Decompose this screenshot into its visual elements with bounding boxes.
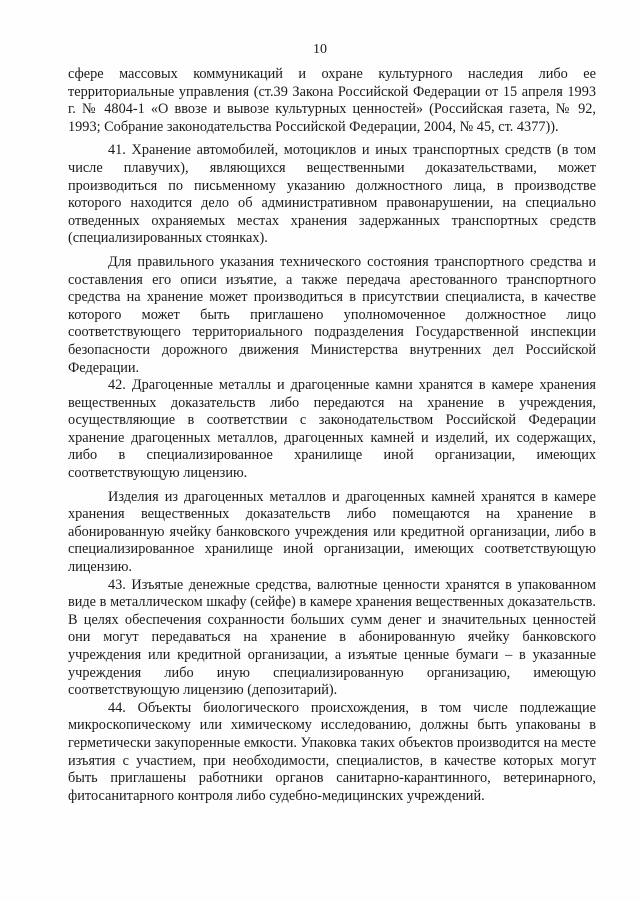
paragraph-precious-items: Изделия из драгоценных металлов и драгоценных камней хранятся в камере хранения вещественных доказательств либо помещаются на хранение в абонированную ячейку банковского учреждения или кредитной организации, либо в специализированное хранилище иной организации, имеющих соответствующую лицензию.	[68, 488, 596, 576]
paragraph-42-precious-metals: 42. Драгоценные металлы и драгоценные камни хранятся в камере хранения вещественных доказательств либо передаются на хранение в учреждения, осуществляющие в соответствии с законодательством Российской Федерации хранение драгоценных металлов, драгоценных камней и изделий, их содержащих, либо в специализированное хранилище иной организации, имеющих соответствующую лицензию.	[68, 377, 596, 482]
page-number: 10	[313, 42, 327, 57]
paragraph-44-biological: 44. Объекты биологического происхождения, в том числе подлежащие микроскопическому или химическому исследованию, должны быть упакованы в герметически закупоренные емкости. Упаковка таких объектов производится на месте изъятия с участием, при необходимости, специалистов, в качестве которых могут быть приглашены работники органов санитарно-карантинного, ветеринарного, фитосанитарного контроля либо судебно-медицинских учреждений.	[68, 699, 596, 804]
paragraph-43-currency: 43. Изъятые денежные средства, валютные ценности хранятся в упакованном виде в металлическом шкафу (сейфе) в камере хранения вещественных доказательств. В целях обеспечения сохранности больших сумм денег и значительных ценностей они могут передаваться на хранение в абонированную ячейку банковского учреждения или кредитной организации, а изъятые ценные бумаги – в указанные учреждения либо иную специализированную организацию, имеющую соответствующую лицензию (депозитарий).	[68, 576, 596, 699]
paragraph-vehicle-inspection: Для правильного указания технического состояния транспортного средства и составления его описи изъятие, а также передача арестованного транспортного средства на хранение может производиться в присутствии специалиста, в качестве которого может быть приглашено уполномоченное должностное лицо соответствующего территориального подразделения Государственной инспекции безопасности дорожного движения Министерства внутренних дел Российской Федерации.	[68, 253, 596, 376]
document-body	[68, 66, 596, 805]
paragraph-41-vehicles: 41. Хранение автомобилей, мотоциклов и иных транспортных средств (в том числе плавучих), являющихся вещественными доказательствами, может производиться по письменному указанию должностного лица, в производстве которого находится дело об административном правонарушении, на специально отведенных охраняемых местах хранения задержанных транспортных средств (специализированных стоянках).	[68, 142, 596, 247]
paragraph-cultural-heritage: сфере массовых коммуникаций и охране культурного наследия либо ее территориальные управления (ст.39 Закона Российской Федерации от 15 апреля 1993 г. № 4804-1 «О ввозе и вывозе культурных ценностей» (Российская газета, № 92, 1993; Собрание законодательства Российской Федерации, 2004, № 45, ст. 4377)).	[68, 66, 596, 135]
